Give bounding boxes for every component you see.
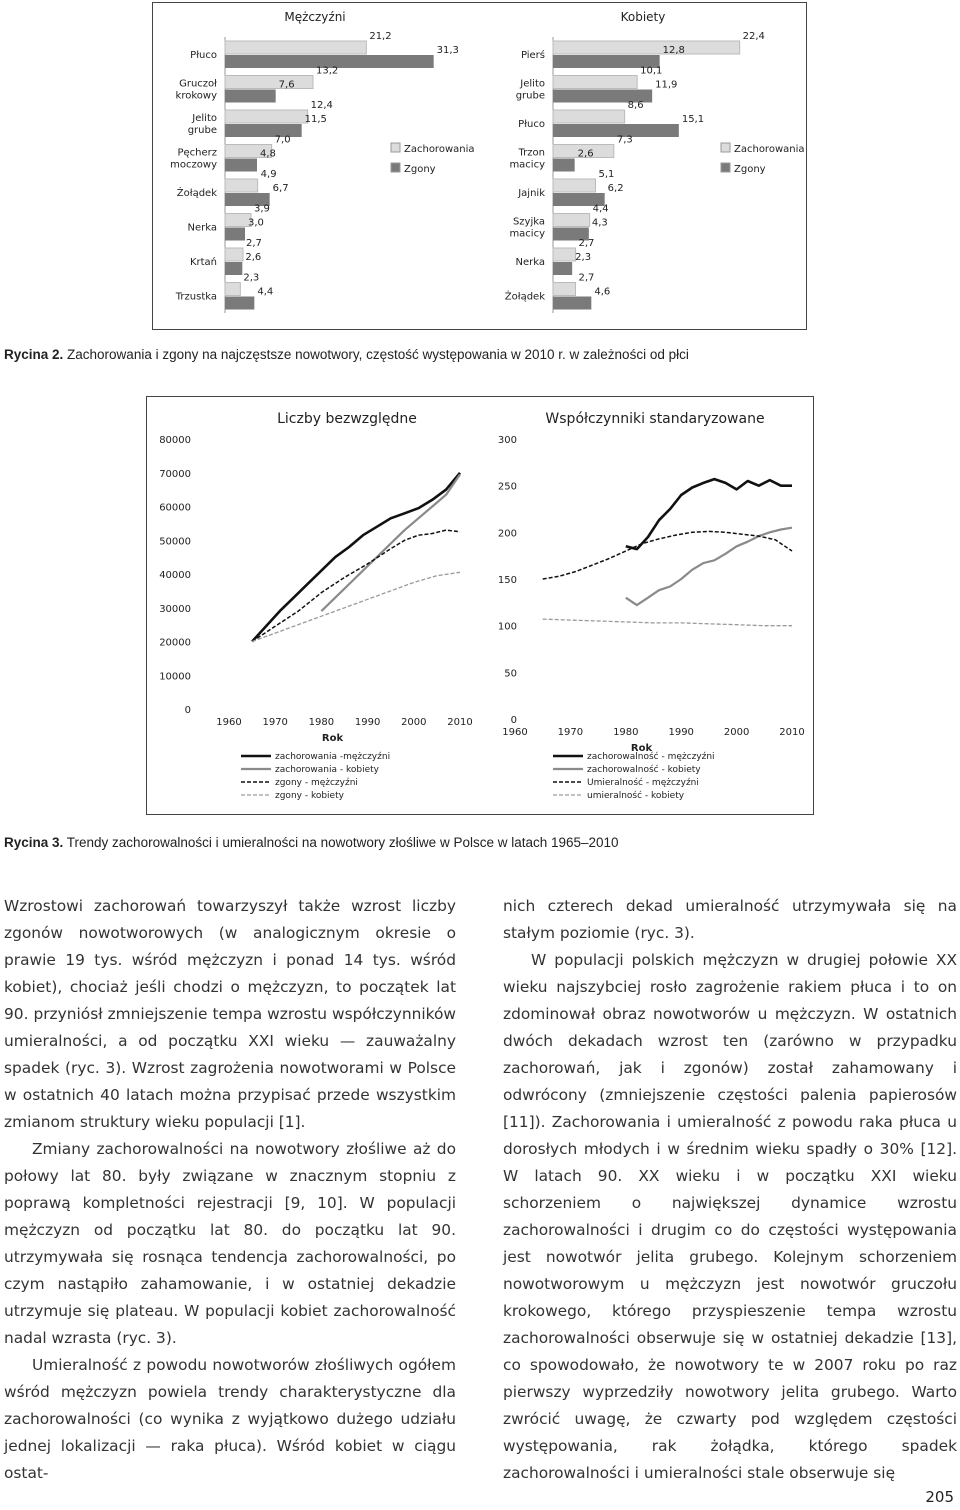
data-label: 8,6 — [627, 100, 644, 111]
y-tick-label: 150 — [497, 575, 517, 586]
data-label: 21,2 — [369, 31, 392, 42]
data-label: 6,2 — [607, 183, 624, 194]
data-label: 4,8 — [260, 148, 276, 160]
data-label: 7,0 — [274, 134, 291, 146]
data-label: 7,6 — [278, 79, 295, 91]
x-tick-label: 1990 — [354, 717, 381, 728]
data-label: 13,2 — [316, 65, 339, 77]
bar — [225, 159, 257, 172]
data-label: 12,4 — [310, 100, 333, 111]
data-label: 7,3 — [616, 134, 633, 146]
data-label: 11,9 — [655, 79, 678, 91]
y-tick-label: 60000 — [159, 502, 191, 514]
body-paragraph: Zmiany zachorowalności na nowotwory złośliwe aż do połowy lat 80. były związane w znacznym stopniu z poprawą kompletności rejestracji [9, 10]. W populacji mężczyzn od początku lat 80. do początku lat 90. utrzymywała się rosnąca tendencja zachorowalności, po czym nastąpiło zahamowanie, i w ostatniej dekadzie utrzymuje się plateau. W populacji kobiet zachorowalność nadal wzrasta (ryc. 3). — [4, 1140, 456, 1347]
x-tick-label: 2000 — [401, 717, 427, 728]
legend-swatch — [391, 143, 400, 152]
legend-label: Zgony — [734, 164, 766, 175]
category-label: Gruczoł — [179, 78, 217, 90]
x-tick-label: 2010 — [779, 727, 805, 738]
data-label: 2,7 — [578, 238, 595, 249]
bar — [225, 110, 308, 123]
chart-title: Mężczyźni — [284, 10, 346, 24]
bar — [553, 283, 576, 296]
y-tick-label: 80000 — [159, 435, 191, 446]
category-label: grube — [515, 90, 545, 102]
body-column-left — [4, 893, 456, 1487]
body-column-right — [503, 893, 957, 1487]
x-axis-label: Rok — [321, 733, 344, 744]
y-tick-label: 200 — [497, 528, 517, 540]
chart-title: Kobiety — [620, 10, 666, 24]
y-tick-label: 50000 — [159, 536, 191, 548]
y-tick-label: 50 — [504, 668, 517, 680]
figure-3-caption — [4, 835, 619, 850]
legend-label: umieralność - kobiety — [587, 791, 685, 801]
series-line — [252, 530, 460, 641]
category-label: Trzon — [518, 147, 545, 159]
x-axis-label: Rok — [630, 743, 653, 754]
x-tick-label: 1990 — [668, 727, 694, 738]
bar — [553, 262, 572, 275]
body-paragraph: nich czterech dekad umieralność utrzymywała się na stałym poziomie (ryc. 3). — [503, 897, 957, 942]
bar — [553, 248, 576, 261]
data-label: 3,0 — [248, 217, 264, 229]
x-tick-label: 1960 — [502, 727, 528, 738]
data-label: 15,1 — [681, 114, 705, 125]
body-paragraph: Wzrostowi zachorowań towarzyszył także wzrost liczby zgonów nowotworowych (w analogicznym okresie o prawie 19 tys. wśród mężczyzn i ponad 14 tys. wśród kobiet), chociaż jeśli chodzi o mężczyzn, to początek lat 90. przyniósł zmniejszenie tempa wzrostu współczynników umieralności, a od początku XXI wieku — zauważalny spadek (ryc. 3). Wzrost zagrożenia nowotworami w Polsce w ostatnich 40 latach można przypisać przede wszystkim zmianom struktury wieku populacji [1]. — [4, 897, 456, 1131]
data-label: 11,5 — [304, 114, 327, 125]
bar — [225, 262, 242, 275]
category-label: Jajnik — [518, 188, 545, 199]
bar — [225, 228, 245, 241]
category-label: Nerka — [187, 222, 217, 234]
figure-3-chart — [147, 397, 813, 814]
data-label: 3,9 — [254, 203, 270, 215]
data-label: 6,7 — [272, 183, 289, 194]
legend-label: Umieralność - mężczyźni — [587, 778, 699, 788]
data-label: 2,3 — [575, 252, 592, 263]
category-label: grube — [187, 125, 217, 136]
series-line — [626, 528, 792, 605]
legend-label: zgony - kobiety — [275, 791, 344, 801]
bar — [553, 41, 740, 54]
data-label: 5,1 — [598, 169, 615, 180]
legend-label: Zgony — [404, 164, 436, 175]
x-tick-label: 1970 — [557, 727, 584, 738]
legend-swatch — [721, 143, 730, 152]
bar — [225, 297, 254, 310]
body-paragraph: Umieralność z powodu nowotworów złośliwych ogółem wśród mężczyzn powiela trendy charakterystyczne dla zachorowalności (co wynika z wyjątkowo dużego udziału jednej lokalizacji — raka płuca). Wśród kobiet w ciągu ostat- — [4, 1356, 456, 1482]
data-label: 4,3 — [591, 217, 608, 229]
bar — [225, 283, 240, 296]
data-label: 4,9 — [260, 169, 277, 180]
category-label: Nerka — [515, 257, 545, 268]
category-label: Jelito — [192, 113, 217, 124]
category-label: Płuco — [190, 50, 217, 61]
x-tick-label: 1970 — [262, 717, 288, 728]
data-label: 22,4 — [742, 31, 765, 42]
legend-label: Zachorowania — [404, 144, 475, 155]
bar — [225, 179, 258, 192]
category-label: Krtań — [189, 257, 217, 268]
y-tick-label: 300 — [497, 435, 517, 446]
bar — [553, 159, 575, 172]
bar — [553, 214, 590, 227]
legend-label: zachorowania -mężczyźni — [275, 752, 391, 762]
bar — [225, 76, 313, 89]
legend-label: zachorowalność - kobiety — [587, 765, 701, 775]
category-label: krokowy — [175, 90, 217, 102]
chart-title: Współczynniki standaryzowane — [545, 411, 765, 427]
bar — [553, 297, 591, 310]
category-label: moczowy — [170, 159, 217, 171]
x-tick-label: 1960 — [216, 717, 242, 728]
bar — [225, 248, 243, 261]
bar — [553, 179, 596, 192]
chart-title: Liczby bezwzględne — [277, 411, 417, 427]
data-label: 12,8 — [662, 45, 685, 56]
figure-3-caption-text: Trendy zachorowalności i umieralności na nowotwory złośliwe w Polsce w latach 1965–2010 — [63, 835, 619, 850]
category-label: Pierś — [520, 50, 545, 61]
x-tick-label: 1980 — [308, 717, 335, 728]
data-label: 4,4 — [257, 286, 274, 298]
category-label: Pęcherz — [177, 147, 217, 159]
figure-2-caption — [4, 347, 689, 362]
data-label: 2,6 — [577, 148, 594, 160]
y-tick-label: 100 — [497, 621, 517, 633]
y-tick-label: 0 — [510, 715, 517, 726]
legend-label: Zachorowania — [734, 144, 805, 155]
figure-3-panel — [146, 396, 814, 815]
series-line — [543, 619, 792, 626]
y-tick-label: 70000 — [159, 468, 191, 480]
page-number: 205 — [925, 1488, 954, 1506]
category-label: Żołądek — [176, 188, 217, 199]
body-paragraph: W populacji polskich mężczyzn w drugiej połowie XX wieku najszybciej rosło zagrożenie rakiem płuca i to on zdominował obraz nowotworów u mężczyzn. W ostatnich dwóch dekadach wzrost ten (zarówno w przypadku zachorowań, jak i zgonów) został zahamowany i odwrócony (zmniejszenie częstości palenia papierosów [11]). Zachorowania i umieralność z powodu raka płuca u dorosłych młodych i w średnim wieku spadły o 30% [12]. W latach 90. XX wieku i w początku XXI wieku schorzeniem o największej dynamice wzrostu zachorowalności i drugim co do częstości występowania jest nowotwór jelita grubego. Kolejnym schorzeniem nowotworowym u mężczyzn jest nowotwór gruczołu krokowego, którego przyspieszenie tempa wzrostu zachorowalności obserwuje się w ostatniej dekadzie [13], co spowodowało, że nowotwory te w 2007 roku po raz pierwszy wyprzedziły nowotwory jelita grubego. Warto zwrócić uwagę, że czwarty pod względem częstości występowania, rak żołądka, którego spadek zachorowalności i umieralności stale obserwuje się — [503, 951, 957, 1482]
category-label: Szyjka — [512, 216, 545, 228]
category-label: Płuco — [518, 119, 545, 130]
category-label: macicy — [509, 228, 545, 240]
series-line — [626, 479, 792, 549]
y-tick-label: 30000 — [159, 603, 191, 615]
category-label: Żołądek — [504, 291, 545, 303]
data-label: 2,3 — [243, 272, 260, 284]
x-tick-label: 2010 — [447, 717, 473, 728]
data-label: 10,1 — [640, 65, 663, 77]
data-label: 31,3 — [436, 45, 459, 56]
y-tick-label: 10000 — [159, 671, 191, 683]
figure-2-panel — [152, 2, 807, 330]
legend-label: zachorowalność - mężczyźni — [587, 752, 715, 762]
data-label: 2,6 — [245, 252, 262, 263]
category-label: macicy — [509, 159, 545, 171]
legend-label: zachorowania - kobiety — [275, 765, 379, 775]
bar — [225, 41, 366, 54]
series-line — [252, 473, 460, 642]
figure-2-caption-label: Rycina 2. — [4, 347, 64, 362]
data-label: 2,7 — [578, 272, 595, 284]
y-tick-label: 20000 — [159, 637, 191, 649]
data-label: 2,7 — [246, 238, 262, 249]
x-tick-label: 2000 — [723, 727, 750, 738]
y-tick-label: 0 — [184, 705, 191, 716]
legend-swatch — [721, 163, 730, 172]
y-tick-label: 250 — [497, 481, 517, 493]
figure-3-caption-label: Rycina 3. — [4, 835, 64, 850]
bar — [553, 76, 637, 89]
data-label: 4,4 — [592, 203, 609, 215]
x-tick-label: 1980 — [613, 727, 639, 738]
figure-2-chart — [153, 3, 806, 329]
data-label: 4,6 — [594, 286, 611, 298]
y-tick-label: 40000 — [159, 570, 191, 581]
bar — [225, 90, 276, 103]
figure-2-caption-text: Zachorowania i zgony na najczęstsze nowotwory, częstość występowania w 2010 r. w zależności od płci — [63, 347, 689, 362]
category-label: Jelito — [520, 78, 545, 90]
legend-swatch — [391, 163, 400, 172]
category-label: Trzustka — [175, 291, 217, 303]
legend-label: zgony - mężczyźni — [275, 778, 358, 788]
bar — [553, 110, 625, 123]
